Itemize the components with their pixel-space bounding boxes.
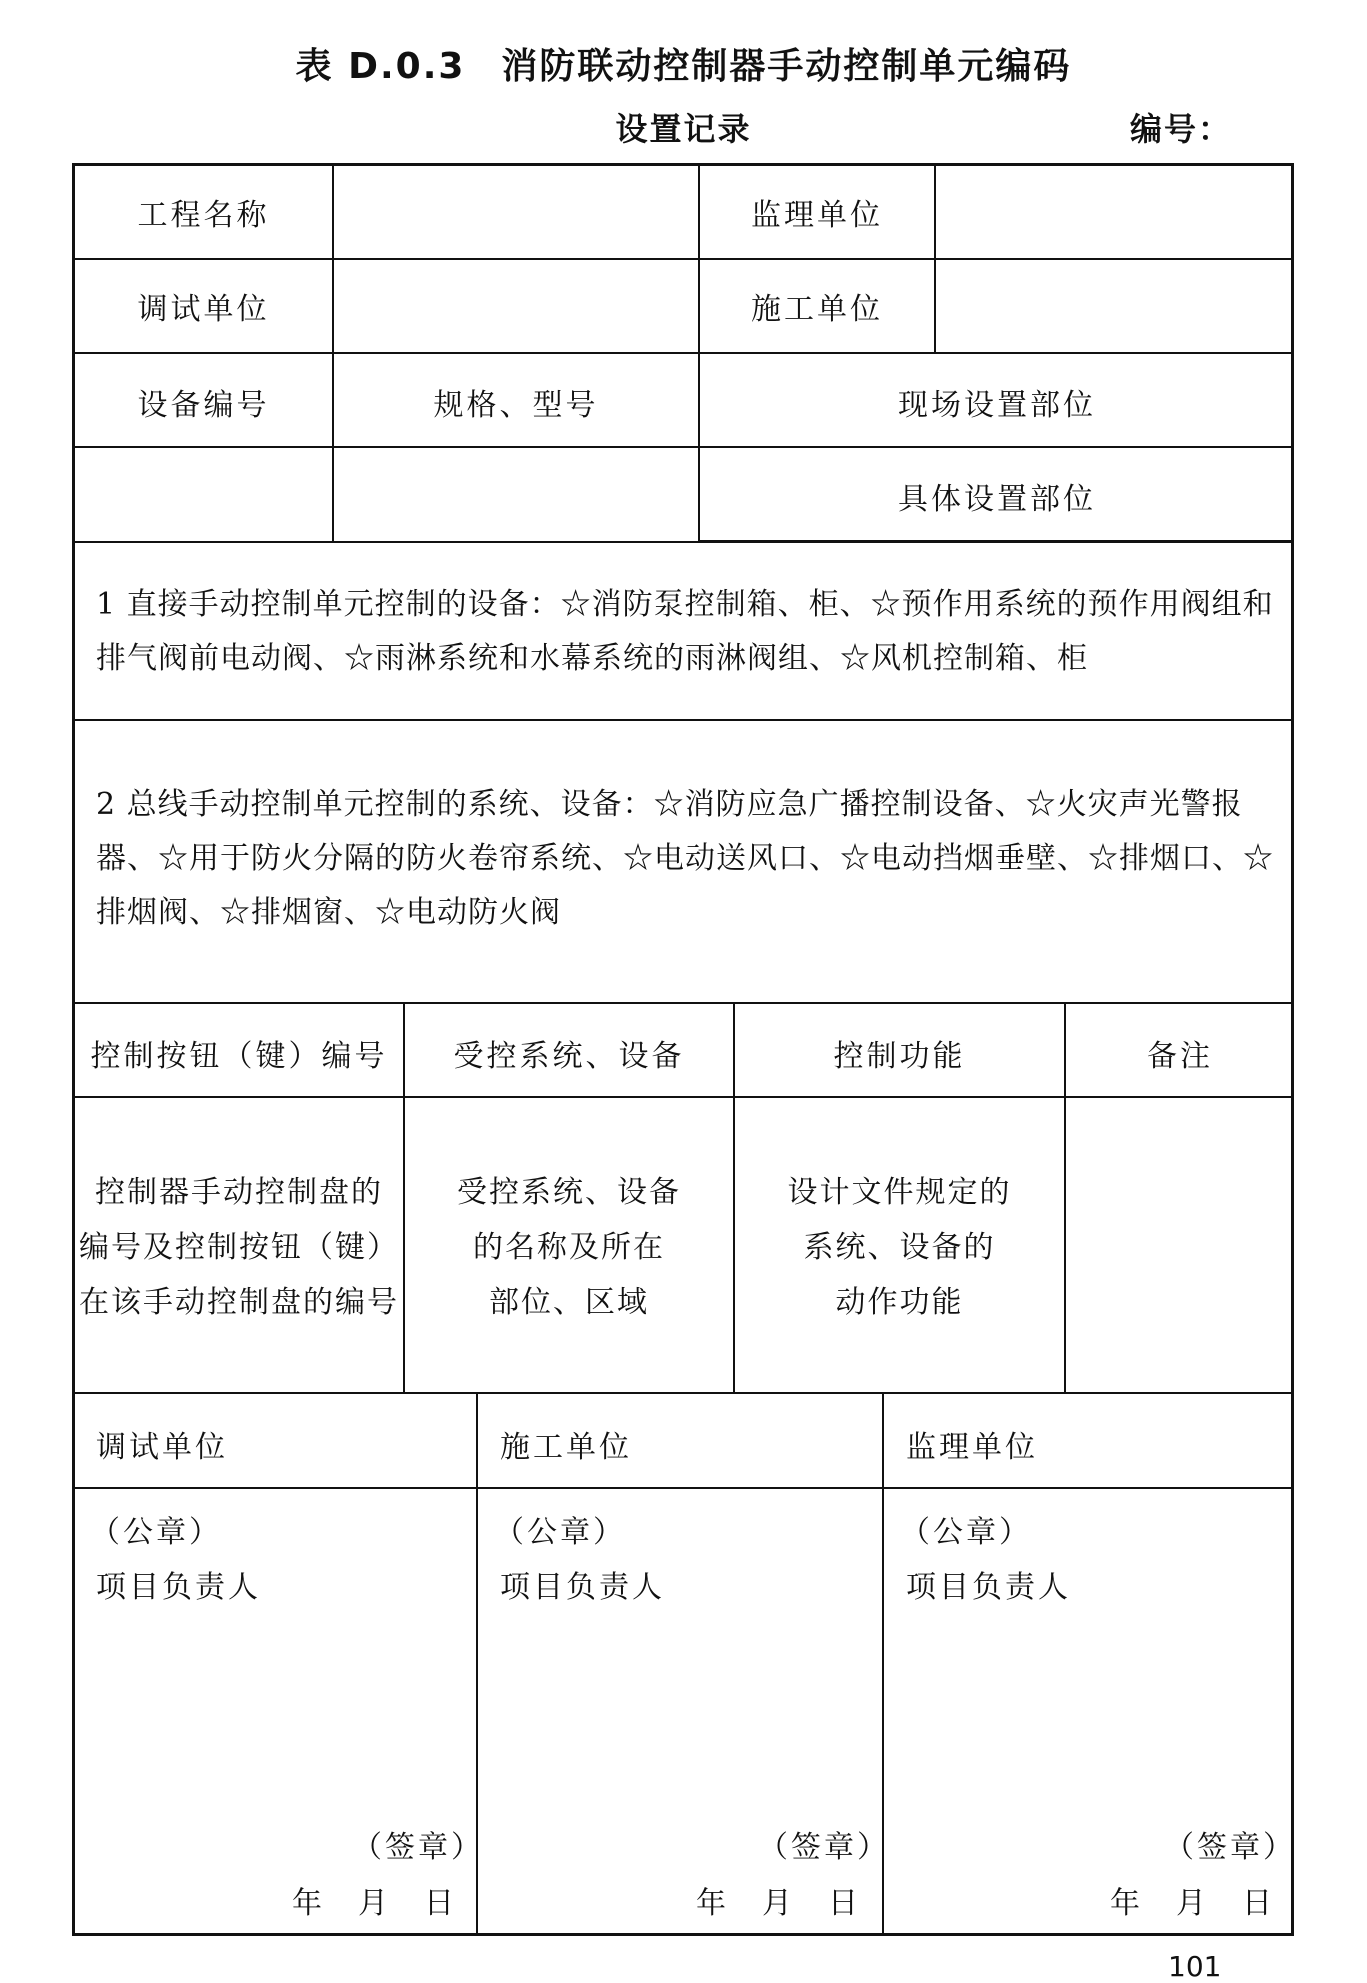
description-line: 的名称及所在 — [473, 1230, 665, 1265]
description-line: 控制器手动控制盘的 — [95, 1175, 383, 1210]
device-number-label: 设备编号 — [137, 388, 270, 423]
button-number-description — [75, 1165, 403, 1330]
year-label: 年 — [292, 1886, 322, 1921]
spec-model-label: 规格、型号 — [433, 388, 599, 423]
page-number: 101 — [1168, 1950, 1222, 1983]
signature-unit-supervision: 监理单位 — [906, 1430, 1038, 1465]
row-divider — [72, 258, 1294, 260]
supervision-unit-label: 监理单位 — [751, 198, 883, 233]
signature-unit-debug: 调试单位 — [96, 1430, 228, 1465]
header-control-function: 控制功能 — [833, 1039, 966, 1074]
date-row — [1110, 1878, 1308, 1922]
debug-unit-label: 调试单位 — [137, 292, 270, 327]
seal-label: （公章） — [900, 1515, 1032, 1550]
code-label: 编号： — [1130, 110, 1233, 148]
description-line: 动作功能 — [835, 1285, 964, 1320]
control-function-description — [735, 1165, 1064, 1330]
row-divider — [72, 541, 1294, 543]
seal-label: （公章） — [90, 1515, 222, 1550]
day-label: 日 — [424, 1886, 454, 1921]
description-line: 受控系统、设备 — [457, 1175, 681, 1210]
site-location-label: 现场设置部位 — [898, 388, 1096, 423]
col-divider — [332, 163, 334, 541]
month-label: 月 — [1176, 1886, 1206, 1921]
year-label: 年 — [696, 1886, 726, 1921]
sign-label: （签章） — [1164, 1830, 1296, 1865]
description-line: 系统、设备的 — [803, 1230, 996, 1265]
row-divider — [72, 352, 1294, 354]
description-line: 设计文件规定的 — [787, 1175, 1012, 1210]
row-divider — [72, 719, 1294, 721]
day-label: 日 — [828, 1886, 858, 1921]
row-divider — [72, 446, 1294, 448]
date-row — [696, 1878, 894, 1922]
header-controlled-system: 受控系统、设备 — [453, 1039, 685, 1074]
seal-label: （公章） — [494, 1515, 626, 1550]
controlled-system-description — [405, 1165, 733, 1330]
month-label: 月 — [762, 1886, 792, 1921]
row-divider — [72, 1392, 1294, 1394]
signature-unit-construction: 施工单位 — [500, 1430, 632, 1465]
table-subtitle: 设置记录 — [615, 110, 752, 148]
description-line: 编号及控制按钮（键） — [79, 1230, 399, 1265]
project-leader-label: 项目负责人 — [96, 1570, 261, 1605]
specific-location-label: 具体设置部位 — [898, 482, 1096, 517]
row-divider — [72, 1002, 1294, 1004]
sign-label: （签章） — [352, 1830, 484, 1865]
description-line: 在该手动控制盘的编号 — [79, 1285, 399, 1320]
year-label: 年 — [1110, 1886, 1140, 1921]
project-name-label: 工程名称 — [137, 198, 270, 233]
header-button-number: 控制按钮（键）编号 — [90, 1039, 388, 1074]
sign-label: （签章） — [758, 1830, 890, 1865]
row-divider — [72, 1096, 1294, 1098]
header-remarks: 备注 — [1147, 1039, 1213, 1074]
table-number: 表 D.0.3 — [295, 46, 466, 87]
section-1-text: 1 直接手动控制单元控制的设备：☆消防泵控制箱、柜、☆预作用系统的预作用阀组和排气阀前电动阀、☆雨淋系统和水幕系统的雨淋阀组、☆风机控制箱、柜 — [96, 587, 1274, 676]
project-leader-label: 项目负责人 — [906, 1570, 1071, 1605]
construction-unit-label: 施工单位 — [751, 292, 883, 327]
col-divider — [934, 163, 936, 352]
table-title — [0, 38, 1367, 89]
month-label: 月 — [358, 1886, 388, 1921]
date-row — [292, 1878, 490, 1922]
table-title-text: 消防联动控制器手动控制单元编码 — [501, 46, 1072, 87]
description-line: 部位、区域 — [489, 1285, 649, 1320]
project-leader-label: 项目负责人 — [500, 1570, 665, 1605]
day-label: 日 — [1242, 1886, 1272, 1921]
row-divider — [72, 1487, 1294, 1489]
section-2-text: 2 总线手动控制单元控制的系统、设备：☆消防应急广播控制设备、☆火灾声光警报器、☆用于防火分隔的防火卷帘系统、☆电动送风口、☆电动挡烟垂壁、☆排烟口、☆排烟阀、☆排烟窗、☆电动防火阀 — [96, 787, 1274, 930]
